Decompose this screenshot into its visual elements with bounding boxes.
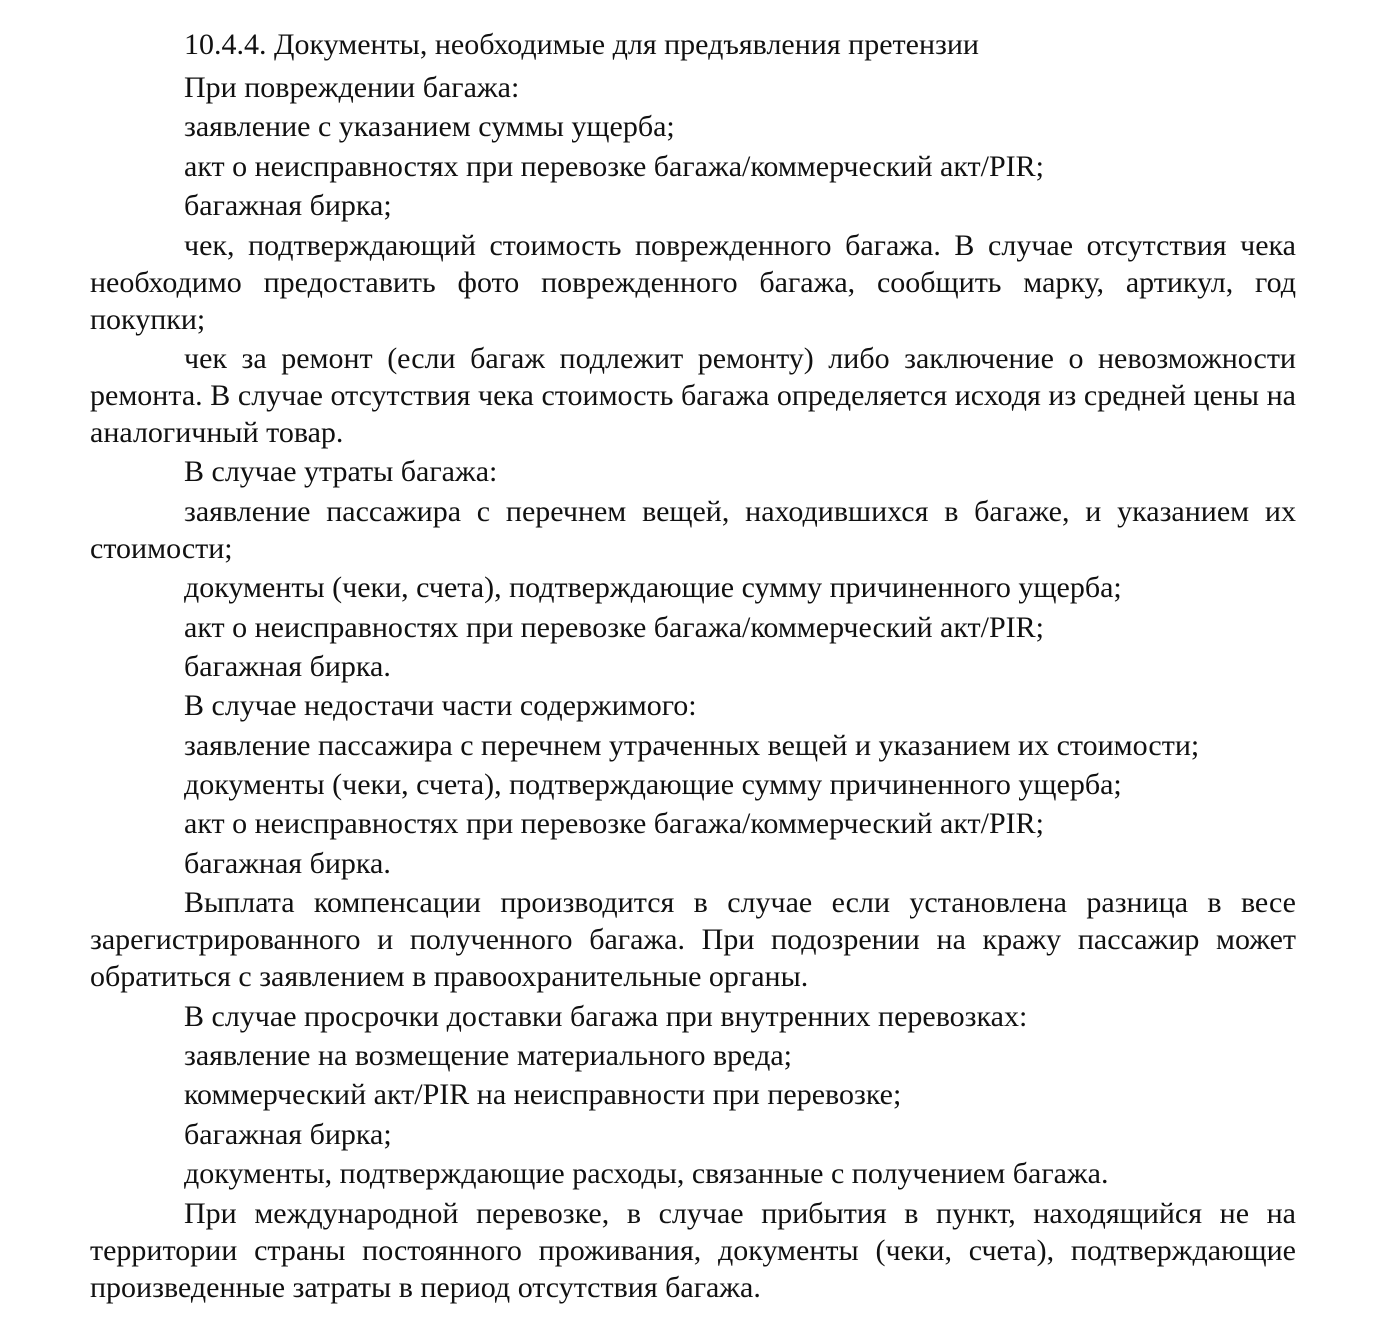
paragraph-damage-act: акт о неисправностях при перевозке багажа/коммерческий акт/PIR; <box>184 149 1044 183</box>
paragraph-delay-intro: В случае просрочки доставки багажа при внутренних перевозках: <box>184 999 1028 1033</box>
paragraph-shortage-act: акт о неисправностях при перевозке багажа/коммерческий акт/PIR; <box>184 807 1044 841</box>
paragraph-shortage-claim: заявление пассажира с перечнем утраченных вещей и указанием их стоимости; <box>184 728 1200 762</box>
paragraph-international: При международной перевозке, в случае прибытия в пункт, находящийся не на территории страны постоянного проживания, документы (чеки, счета), подтверждающие произведенные затраты в период отсутствия багажа. <box>90 1196 1296 1304</box>
paragraph-delay-act: коммерческий акт/PIR на неисправности при перевозке; <box>184 1078 902 1112</box>
section-heading: 10.4.4. Документы, необходимые для предъявления претензии <box>184 28 979 61</box>
paragraph-loss-documents: документы (чеки, счета), подтверждающие сумму причиненного ущерба; <box>184 571 1122 605</box>
document-page <box>90 26 1296 1308</box>
paragraph-shortage-intro: В случае недостачи части содержимого: <box>184 689 697 723</box>
paragraph-delay-tag: багажная бирка; <box>184 1117 392 1151</box>
paragraph-damage-intro: При повреждении багажа: <box>184 71 520 104</box>
paragraph-loss-intro: В случае утраты багажа: <box>184 455 498 489</box>
paragraph-damage-repair: чек за ремонт (если багаж подлежит ремонту) либо заключение о невозможности ремонта. В случае отсутствия чека стоимость багажа определяется исходя из средней цены на аналогичный товар. <box>90 341 1296 449</box>
paragraph-delay-expenses: документы, подтверждающие расходы, связанные с получением багажа. <box>184 1157 1109 1191</box>
paragraph-shortage-tag: багажная бирка. <box>184 846 391 880</box>
paragraph-loss-act: акт о неисправностях при перевозке багажа/коммерческий акт/PIR; <box>184 610 1044 644</box>
paragraph-compensation: Выплата компенсации производится в случае если установлена разница в весе зарегистрированного и полученного багажа. При подозрении на кражу пассажир может обратиться с заявлением в правоохранительные органы. <box>90 886 1296 994</box>
paragraph-damage-tag: багажная бирка; <box>184 189 392 223</box>
paragraph-damage-claim: заявление с указанием суммы ущерба; <box>184 110 675 144</box>
paragraph-delay-claim: заявление на возмещение материального вреда; <box>184 1039 792 1073</box>
paragraph-loss-tag: багажная бирка. <box>184 649 391 683</box>
paragraph-damage-receipt: чек, подтверждающий стоимость поврежденного багажа. В случае отсутствия чека необходимо предоставить фото поврежденного багажа, сообщить марку, артикул, год покупки; <box>90 228 1296 336</box>
paragraph-loss-claim: заявление пассажира с перечнем вещей, находившихся в багаже, и указанием их стоимости; <box>90 494 1296 565</box>
paragraph-shortage-documents: документы (чеки, счета), подтверждающие сумму причиненного ущерба; <box>184 768 1122 802</box>
